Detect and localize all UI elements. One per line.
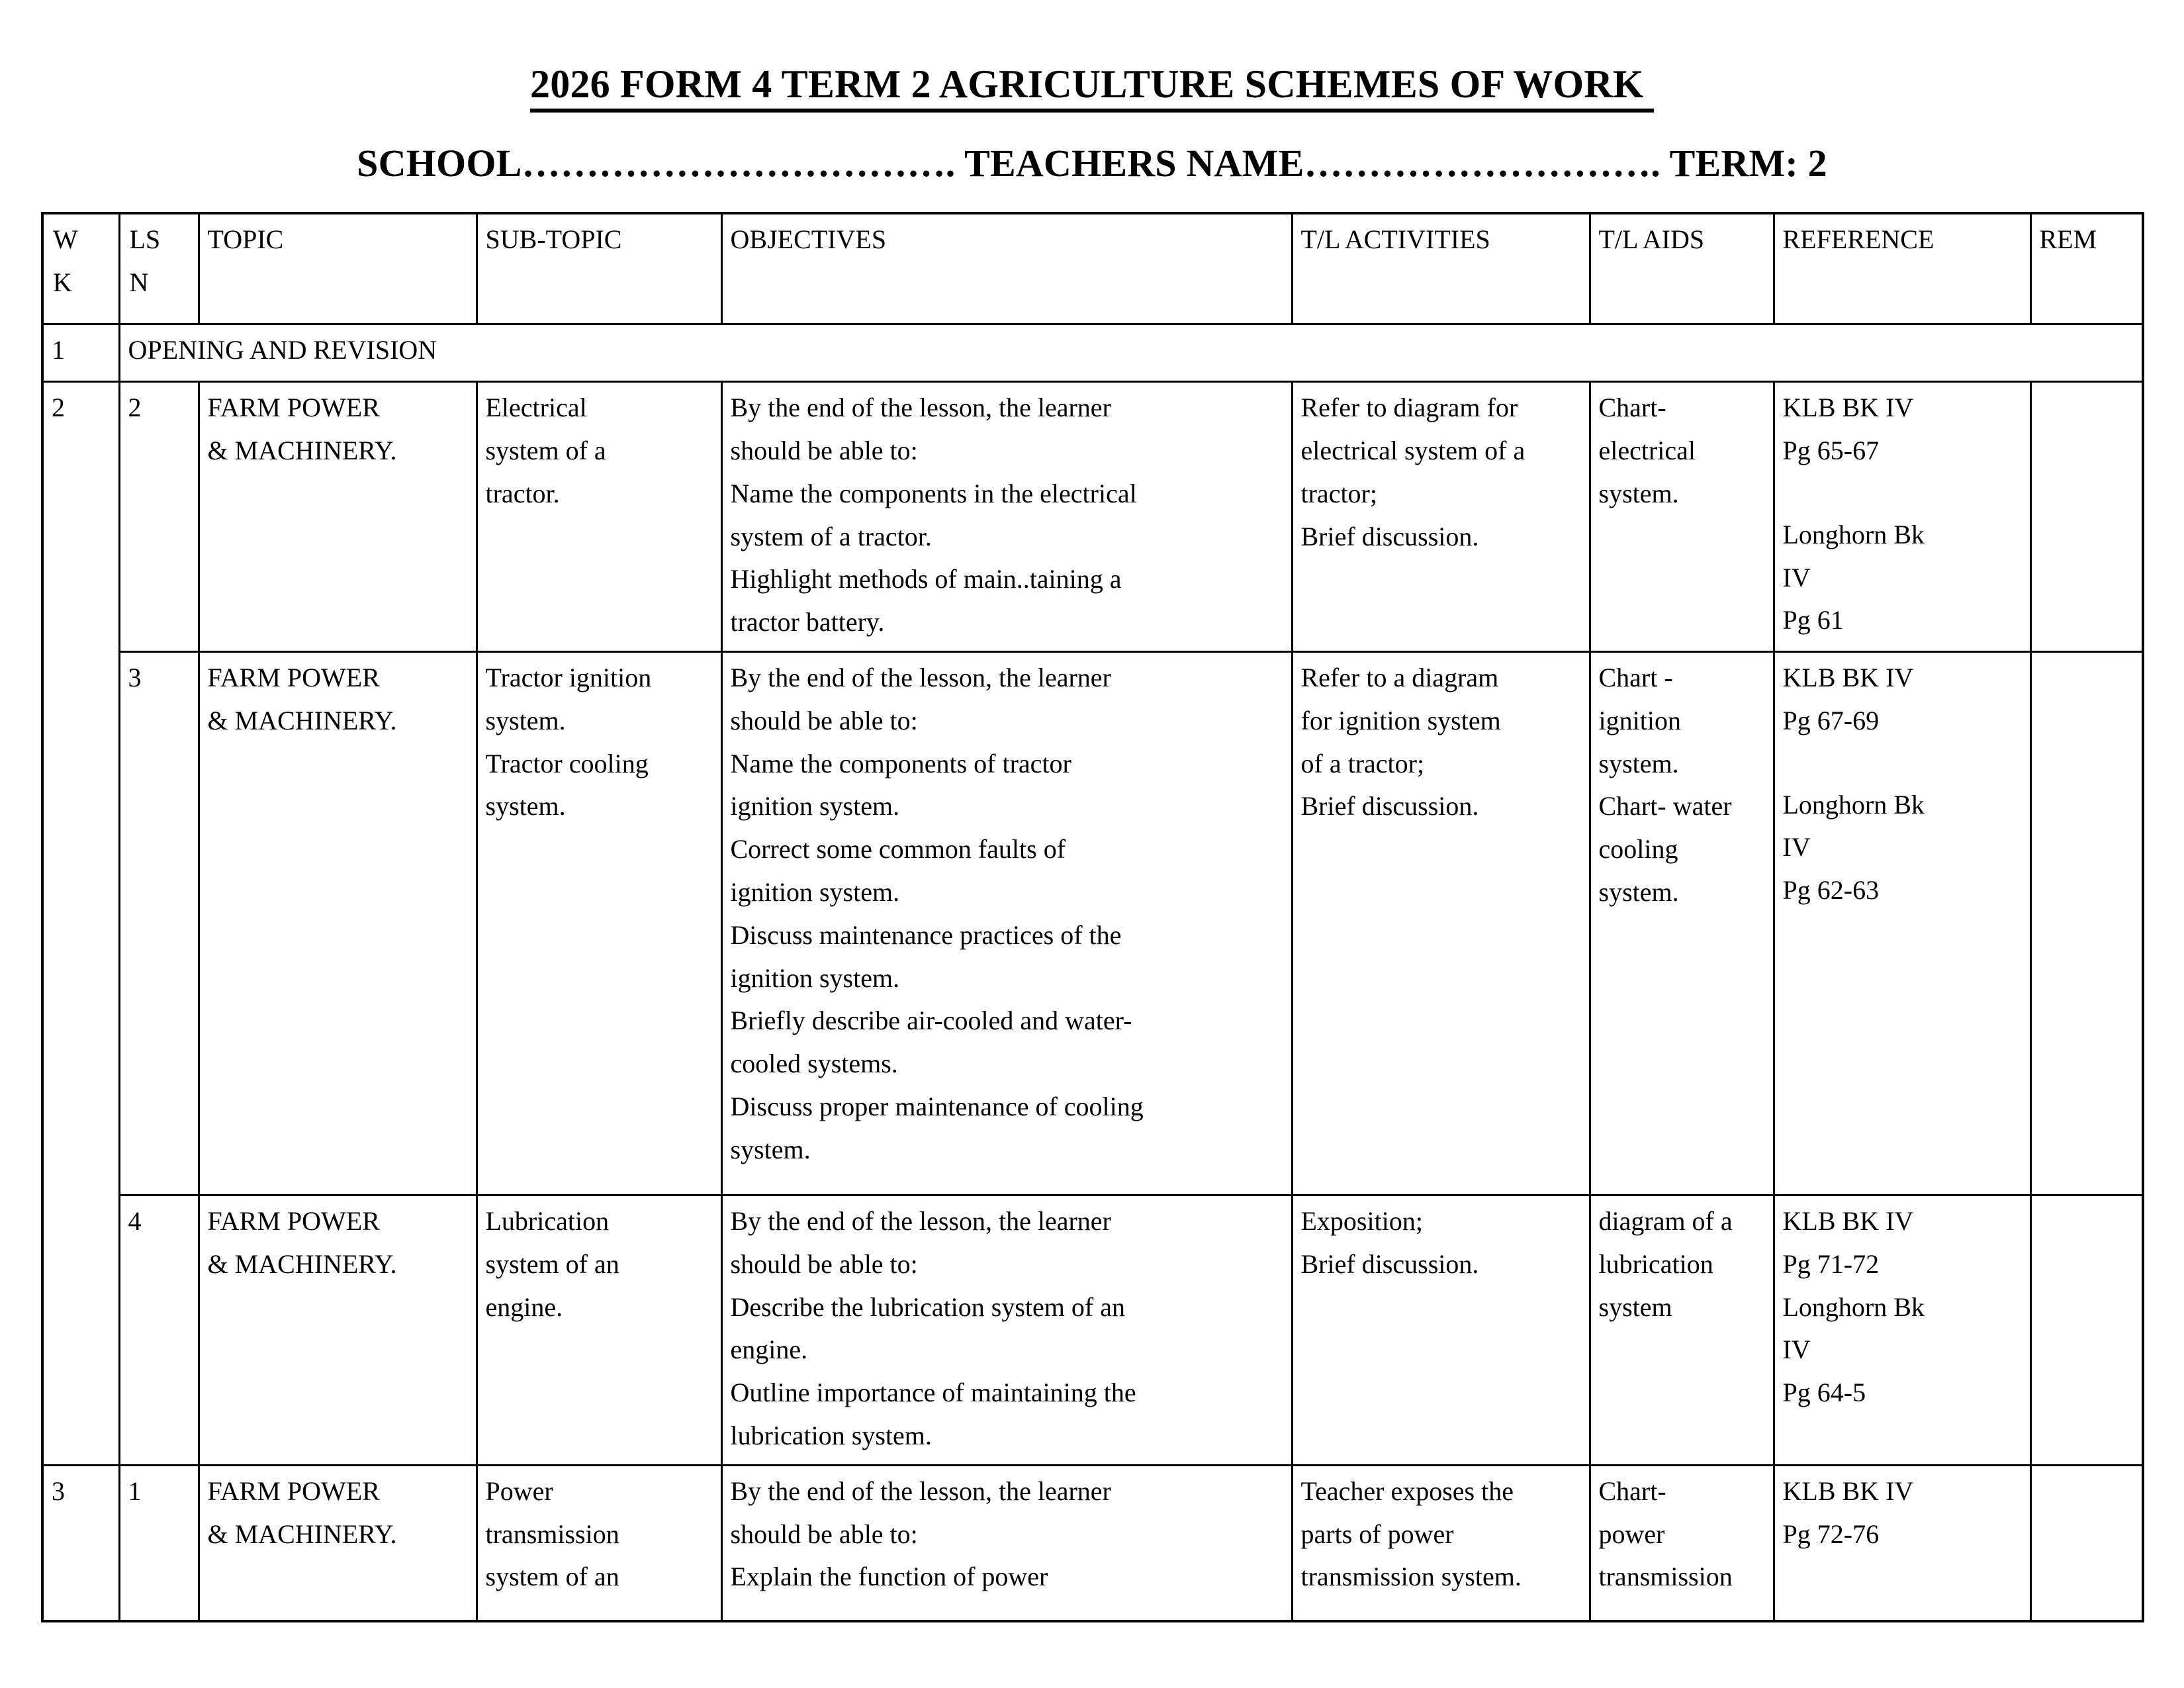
reference-line: Pg 72-76 [1782, 1519, 1880, 1549]
objective-line: By the end of the lesson, the learner [730, 393, 1111, 423]
cell-rem [2030, 382, 2143, 652]
subtopic-line: Tractor cooling [485, 748, 649, 778]
activity-line: Brief discussion. [1300, 1248, 1479, 1279]
cell-subtopic [477, 382, 721, 652]
column-header-objectives: OBJECTIVES [721, 213, 1292, 324]
reference-line: Pg 71-72 [1782, 1248, 1880, 1279]
cell-week: 3 [42, 1465, 119, 1621]
cell-lesson: 4 [119, 1196, 199, 1466]
cell-objectives [721, 382, 1292, 652]
objective-line: Highlight methods of main..taining a [730, 564, 1122, 594]
topic-line: & MACHINERY. [207, 1248, 397, 1279]
column-header-reference: REFERENCE [1774, 213, 2030, 324]
aid-line: system. [1598, 748, 1679, 778]
reference-line: KLB BK IV [1782, 663, 1914, 692]
aid-line: cooling [1598, 834, 1678, 865]
activity-line: for ignition system [1300, 705, 1501, 735]
activity-line: Brief discussion. [1300, 521, 1479, 551]
objective-line: should be able to: [730, 705, 918, 735]
objective-line: Name the components in the electrical [730, 478, 1137, 508]
cell-reference [1774, 1465, 2030, 1621]
objective-line: should be able to: [730, 1519, 918, 1549]
objective-line: engine. [730, 1335, 808, 1365]
reference-spacer [1783, 473, 2023, 514]
table-header-row [42, 213, 2143, 324]
cell-rem [2030, 652, 2143, 1196]
subtopic-line: system of an [485, 1562, 619, 1592]
reference-line: Pg 65-67 [1782, 436, 1880, 466]
cell-rem [2030, 1465, 2143, 1621]
reference-line: IV [1782, 832, 1811, 863]
activity-line: transmission system. [1300, 1562, 1522, 1592]
table-row-opening [42, 324, 2143, 382]
subtopic-line: Lubrication [485, 1206, 610, 1236]
aid-line: Chart - [1598, 663, 1673, 692]
cell-topic [199, 652, 477, 1196]
aid-line: power [1598, 1519, 1665, 1549]
reference-line: Pg 67-69 [1782, 705, 1880, 735]
activity-line: Teacher exposes the [1300, 1476, 1514, 1506]
table-row [42, 1196, 2143, 1466]
objective-line: cooled systems. [730, 1049, 898, 1079]
aid-line: Chart- [1598, 1476, 1666, 1506]
column-header-activities: T/L ACTIVITIES [1292, 213, 1590, 324]
aid-line: system [1598, 1291, 1672, 1322]
cell-objectives [721, 652, 1292, 1196]
subtopic-line: transmission [485, 1519, 619, 1549]
aid-line: ignition [1598, 705, 1681, 735]
subtitle-block [0, 113, 2184, 185]
reference-line: IV [1782, 562, 1811, 592]
cell-activities [1292, 652, 1590, 1196]
table-header [42, 213, 2143, 324]
objective-line: should be able to: [730, 436, 918, 466]
objective-line: Explain the function of power [730, 1562, 1048, 1592]
objective-line: Name the components of tractor [730, 748, 1071, 778]
objective-line: system of a tractor. [730, 521, 932, 551]
subtopic-line: system. [485, 791, 566, 821]
cell-topic [199, 382, 477, 652]
objective-line: By the end of the lesson, the learner [730, 1476, 1111, 1506]
aid-line: system. [1598, 478, 1679, 508]
reference-line: KLB BK IV [1782, 1476, 1914, 1506]
aid-line: lubrication [1598, 1248, 1713, 1279]
reference-line: IV [1782, 1335, 1811, 1365]
cell-aids [1590, 382, 1774, 652]
cell-topic [199, 1196, 477, 1466]
reference-line: Longhorn Bk [1782, 519, 1925, 549]
reference-line: KLB BK IV [1782, 393, 1914, 423]
topic-line: FARM POWER [207, 663, 380, 692]
column-header-topic: TOPIC [199, 213, 477, 324]
subtopic-line: Electrical [485, 393, 587, 423]
aid-line: Chart- water [1598, 791, 1732, 821]
column-header-subtopic: SUB-TOPIC [477, 213, 721, 324]
objective-line: By the end of the lesson, the learner [730, 663, 1111, 692]
objective-line: Correct some common faults of [730, 834, 1066, 865]
cell-subtopic [477, 652, 721, 1196]
subtopic-line: engine. [485, 1291, 563, 1322]
topic-line: & MACHINERY. [207, 436, 397, 466]
objective-line: lubrication system. [730, 1420, 932, 1450]
objective-line: ignition system. [730, 876, 900, 907]
table-body [42, 324, 2143, 1621]
column-header-week [42, 213, 119, 324]
activity-line: Exposition; [1300, 1206, 1423, 1236]
reference-line: Pg 62-63 [1782, 875, 1880, 906]
reference-spacer [1783, 743, 2023, 784]
objective-line: By the end of the lesson, the learner [730, 1206, 1111, 1236]
objective-line: Briefly describe air-cooled and water- [730, 1006, 1132, 1036]
page-title: 2026 FORM 4 TERM 2 AGRICULTURE SCHEMES OF WORK [530, 64, 1654, 113]
cell-reference [1774, 382, 2030, 652]
cell-opening-revision: OPENING AND REVISION [119, 324, 2143, 382]
cell-activities [1292, 1465, 1590, 1621]
cell-subtopic [477, 1196, 721, 1466]
schemes-of-work-table [41, 212, 2144, 1622]
column-header-aids: T/L AIDS [1590, 213, 1774, 324]
subtopic-line: Power [485, 1476, 553, 1506]
activity-line: parts of power [1300, 1519, 1454, 1549]
table-row [42, 1465, 2143, 1621]
cell-objectives [721, 1196, 1292, 1466]
column-header-lesson-line1: LS [129, 224, 161, 255]
activity-line: Brief discussion. [1300, 791, 1479, 821]
aid-line: electrical [1598, 436, 1696, 466]
title-block [0, 0, 2184, 113]
column-header-lesson [119, 213, 199, 324]
subtopic-line: system of an [485, 1248, 619, 1279]
cell-aids [1590, 1465, 1774, 1621]
aid-line: diagram of a [1598, 1206, 1733, 1236]
table-row [42, 382, 2143, 652]
objective-line: Describe the lubrication system of an [730, 1291, 1125, 1322]
subtopic-line: system. [485, 705, 566, 735]
topic-line: FARM POWER [207, 1206, 380, 1236]
aid-line: Chart- [1598, 393, 1666, 423]
cell-aids [1590, 1196, 1774, 1466]
aid-line: transmission [1598, 1562, 1733, 1592]
cell-activities [1292, 382, 1590, 652]
cell-week: 2 [42, 382, 119, 1466]
topic-line: & MACHINERY. [207, 1519, 397, 1549]
reference-line: KLB BK IV [1782, 1206, 1914, 1236]
objective-line: should be able to: [730, 1248, 918, 1279]
reference-line: Longhorn Bk [1782, 1291, 1925, 1322]
column-header-lesson-line2: N [129, 267, 149, 298]
cell-rem [2030, 1196, 2143, 1466]
activity-line: tractor; [1300, 478, 1377, 508]
reference-line: Pg 61 [1782, 605, 1844, 635]
cell-reference [1774, 1196, 2030, 1466]
cell-lesson: 2 [119, 382, 199, 652]
table-row [42, 652, 2143, 1196]
activity-line: electrical system of a [1300, 436, 1525, 466]
subtopic-line: system of a [485, 436, 606, 466]
cell-reference [1774, 652, 2030, 1196]
topic-line: & MACHINERY. [207, 705, 397, 735]
activity-line: Refer to a diagram [1300, 663, 1499, 692]
activity-line: Refer to diagram for [1300, 393, 1518, 423]
cell-aids [1590, 652, 1774, 1196]
cell-lesson: 3 [119, 652, 199, 1196]
objective-line: Discuss proper maintenance of cooling [730, 1091, 1144, 1121]
objective-line: ignition system. [730, 791, 900, 821]
subtopic-line: tractor. [485, 478, 560, 508]
topic-line: FARM POWER [207, 1476, 380, 1506]
subtopic-line: Tractor ignition [485, 663, 652, 692]
objective-line: tractor battery. [730, 607, 885, 637]
cell-objectives [721, 1465, 1292, 1621]
cell-week: 1 [42, 324, 119, 382]
objective-line: ignition system. [730, 962, 900, 993]
cell-topic [199, 1465, 477, 1621]
column-header-week-line1: W [53, 224, 78, 255]
activity-line: of a tractor; [1300, 748, 1425, 778]
objective-line: Discuss maintenance practices of the [730, 919, 1122, 950]
objective-line: Outline importance of maintaining the [730, 1378, 1136, 1408]
topic-line: FARM POWER [207, 393, 380, 423]
column-header-week-line2: K [53, 267, 72, 298]
cell-activities [1292, 1196, 1590, 1466]
objective-line: system. [730, 1134, 811, 1164]
reference-line: Longhorn Bk [1782, 789, 1925, 820]
reference-line: Pg 64-5 [1782, 1378, 1866, 1408]
cell-subtopic [477, 1465, 721, 1621]
aid-line: system. [1598, 876, 1679, 907]
column-header-rem: REM [2030, 213, 2143, 324]
cell-lesson: 1 [119, 1465, 199, 1621]
school-teacher-term-line: SCHOOL……………………………. TEACHERS NAME………………………. TERM: 2 [357, 141, 1827, 185]
